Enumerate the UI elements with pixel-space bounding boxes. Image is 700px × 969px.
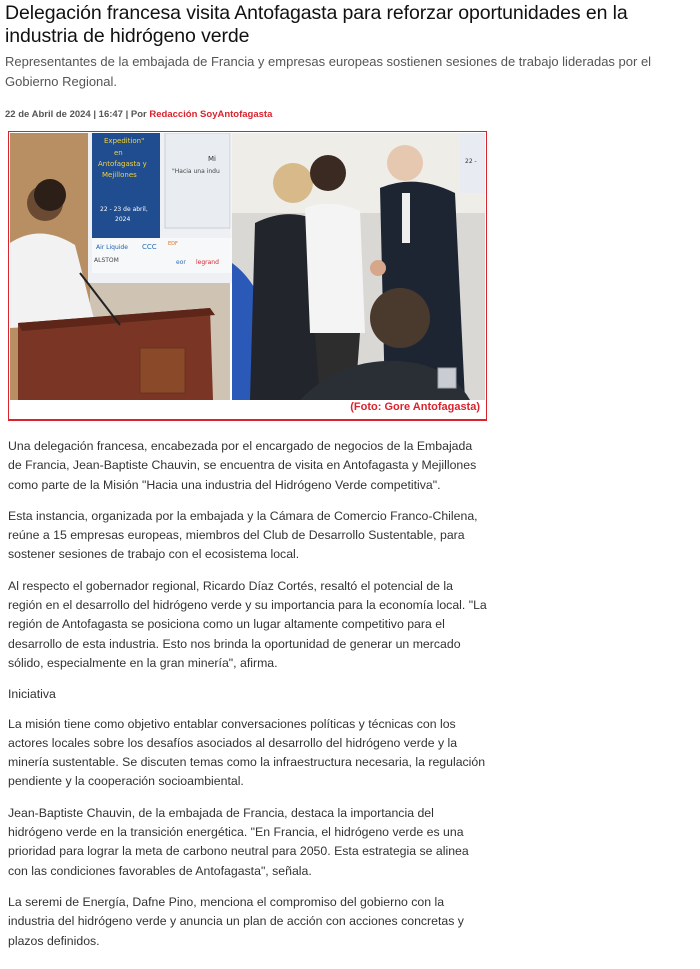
paragraph: Una delegación francesa, encabezada por el encargado de negocios de la Embajada de Francia, Jean-Baptiste Chauvin, se encuentra de visita en Antofagasta y Mejillones como parte de la Misión "Hacia una industria del Hidrógeno Verde competitiva". — [8, 439, 477, 492]
paragraph: La misión tiene como objetivo entablar conversaciones políticas y técnicas con los actores locales sobre los desafíos asociados al desarrollo del hidrógeno verde y la minería sustentable. Se discuten temas como la infraestructura necesaria, la regulación pendiente y la cooperación socioambiental. — [8, 716, 486, 789]
photo-credit: (Foto: Gore Antofagasta) — [350, 401, 480, 413]
paragraph: Al respecto el gobernador regional, Ricardo Díaz Cortés, resaltó el potencial de la región en el desarrollo del hidrógeno verde y su importancia para la economía local. "La región de Antofagasta se posiciona como un lugar altamente competitivo para el desarrollo de esta industria. Esto nos brinda la oportunidad de generar un mercado sólido, especialmente en la gran minería", afirma. — [8, 578, 487, 670]
screen-text-6: 2024 — [115, 216, 131, 223]
article-photo-figure — [8, 131, 487, 421]
article-date: 22 de Abril de 2024 | 16:47 | Por — [5, 109, 147, 120]
logo-alstom: ALSTOM — [94, 257, 119, 264]
article-meta — [5, 109, 272, 120]
logo-legrand: legrand — [196, 259, 219, 266]
article-title: Delegación francesa visita Antofagasta para reforzar oportunidades en la industria de hidrógeno verde — [5, 2, 628, 47]
screen-text-4: Mejillones — [102, 171, 137, 179]
article-subtitle: Representantes de la embajada de Francia y empresas europeas sostienen sesiones de trabajo lideradas por el Gobierno Regional. — [5, 54, 652, 89]
screen-text-5: 22 - 23 de abril, — [100, 206, 148, 213]
logo-edf: EDF — [168, 241, 178, 247]
article-body — [8, 437, 488, 963]
screen-text-1: Expedition" — [104, 137, 145, 145]
section-heading: Iniciativa — [8, 687, 56, 702]
paragraph: Esta instancia, organizada por la embajada y la Cámara de Comercio Franco-Chilena, reúne a 15 empresas europeas, miembros del Club de Desarrollo Sustentable, para sostener sesiones de trabajo con el ecosistema local. — [8, 508, 478, 562]
logo-eor: eor — [176, 259, 186, 266]
logo-air-liquide: Air Liquide — [96, 244, 128, 251]
author-link[interactable]: Redacción SoyAntofagasta — [149, 109, 273, 120]
screen-text-8: "Hacia una indu — [172, 168, 220, 175]
paragraph: Jean-Baptiste Chauvin, de la embajada de Francia, destaca la importancia del hidrógeno verde en la transición energética. "En Francia, el hidrógeno verde es una prioridad para lograr la meta de carbono neutral para 2050. Esta estrategia se alinea con las condiciones favorables de Antofagasta", señala. — [8, 805, 469, 878]
screen-far-right-text: 22 - — [465, 158, 477, 165]
screen-text-7: Mi — [208, 155, 216, 163]
screen-text-2: en — [114, 149, 123, 157]
logo-ccc: CCC — [142, 243, 157, 251]
screen-text-3: Antofagasta y — [98, 160, 147, 168]
article-photo[interactable] — [10, 133, 485, 400]
paragraph: La seremi de Energía, Dafne Pino, menciona el compromiso del gobierno con la industria del hidrógeno verde y anuncia un plan de acción con acciones concretas y plazos definidos. — [8, 894, 464, 948]
